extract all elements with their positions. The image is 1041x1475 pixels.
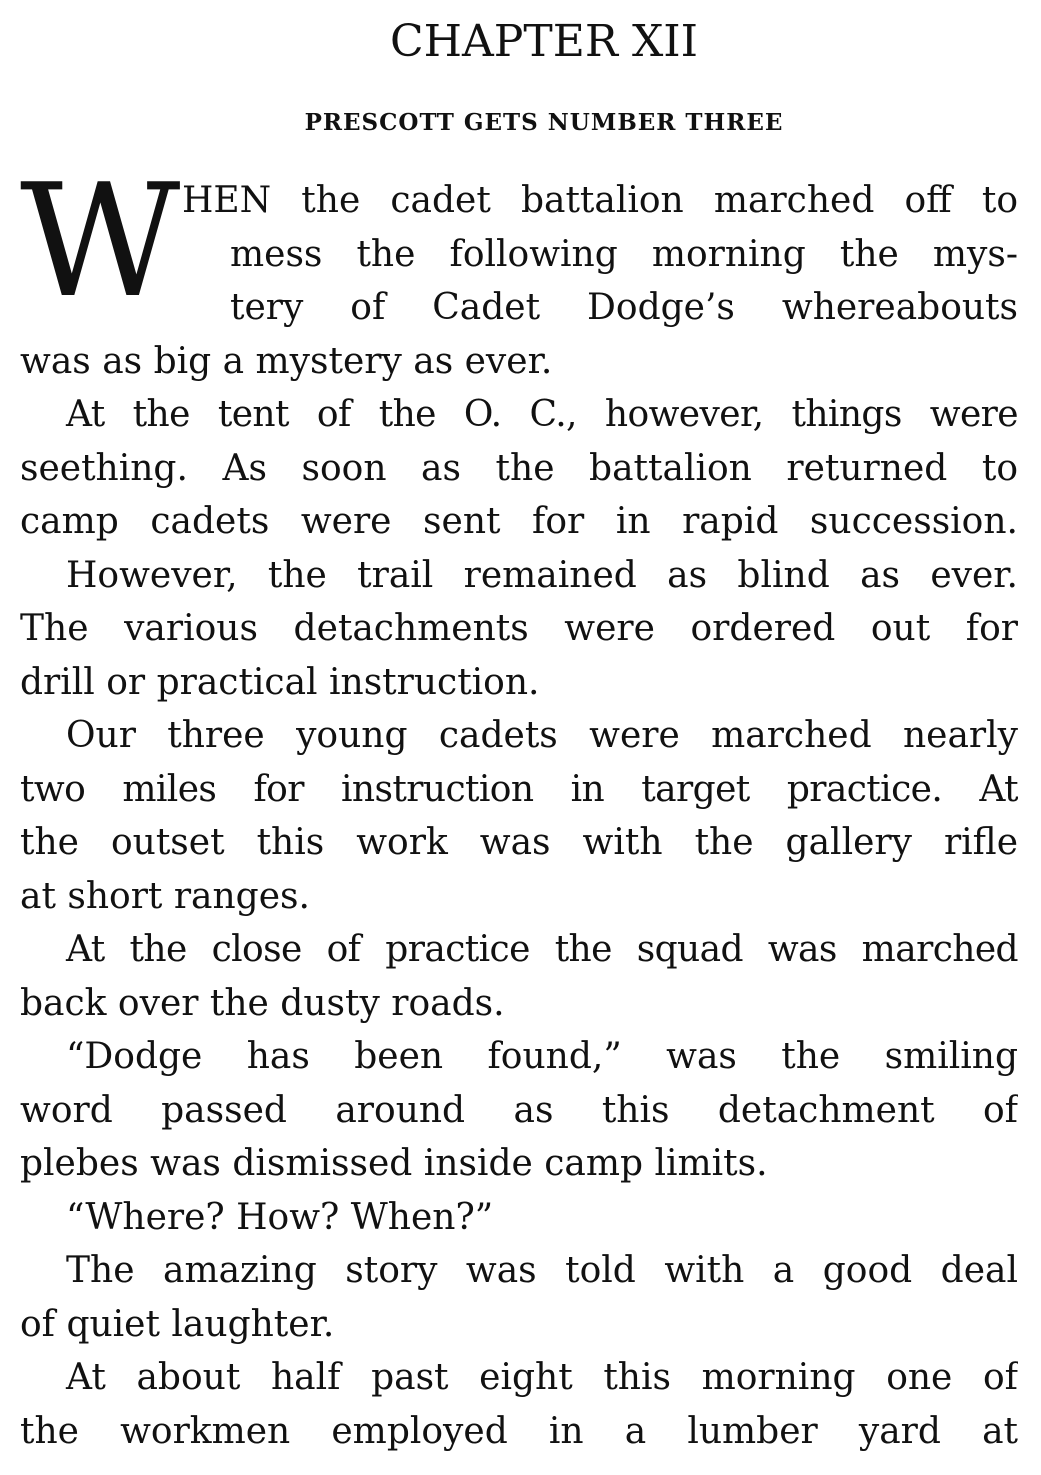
paragraph bbox=[20, 923, 1018, 1030]
text-line: “Dodge has been found,” was the smiling bbox=[66, 1036, 1018, 1077]
paragraph bbox=[20, 1030, 1018, 1191]
paragraph bbox=[20, 1244, 1018, 1351]
paragraph bbox=[20, 388, 1018, 709]
text-line: at short ranges. bbox=[20, 875, 310, 917]
book-page bbox=[20, 14, 1018, 1458]
opening-paragraph bbox=[20, 150, 1018, 388]
paragraph bbox=[20, 709, 1018, 923]
text-line: of quiet laughter. bbox=[20, 1303, 335, 1345]
chapter-subtitle: PRESCOTT GETS NUMBER THREE bbox=[304, 109, 784, 136]
text-line: At the tent of the O. C., however, things were bbox=[66, 394, 1018, 435]
text-line: plebes was dismissed inside camp limits. bbox=[20, 1143, 768, 1184]
text-line: word passed around as this detachment of bbox=[20, 1089, 1018, 1131]
text-line: “Where? How? When?” bbox=[66, 1196, 494, 1238]
text-line: drill or practical instruction. bbox=[20, 661, 540, 703]
paragraph bbox=[20, 1351, 1018, 1458]
text-line: Our three young cadets were marched nearly bbox=[66, 715, 1018, 756]
drop-cap: W bbox=[20, 150, 181, 332]
chapter-title: CHAPTER XII bbox=[389, 16, 699, 67]
text-line: the workmen employed in a lumber yard at bbox=[20, 1410, 1018, 1452]
text-line: two miles for instruction in target practice. At bbox=[20, 768, 1018, 810]
text-line: At about half past eight this morning one of bbox=[66, 1357, 1018, 1398]
paragraph bbox=[20, 1191, 1018, 1245]
text-line: The various detachments were ordered out for bbox=[20, 608, 1018, 649]
text-line: mess the following morning the mys- bbox=[230, 233, 1018, 275]
text-line: was as big a mystery as ever. bbox=[20, 340, 553, 382]
text-line: back over the dusty roads. bbox=[20, 982, 505, 1024]
text-line: seething. As soon as the battalion returned to bbox=[20, 447, 1018, 489]
text-line: However, the trail remained as blind as ever. bbox=[66, 554, 1018, 596]
text-line: HEN the cadet battalion marched off to bbox=[182, 180, 1018, 221]
text-line: camp cadets were sent for in rapid succession. bbox=[20, 501, 1018, 542]
text-line: the outset this work was with the gallery rifle bbox=[20, 822, 1018, 863]
text-line: tery of Cadet Dodge’s whereabouts bbox=[230, 287, 1018, 328]
text-line: At the close of practice the squad was marched bbox=[66, 929, 1018, 970]
text-line: The amazing story was told with a good deal bbox=[66, 1250, 1018, 1291]
